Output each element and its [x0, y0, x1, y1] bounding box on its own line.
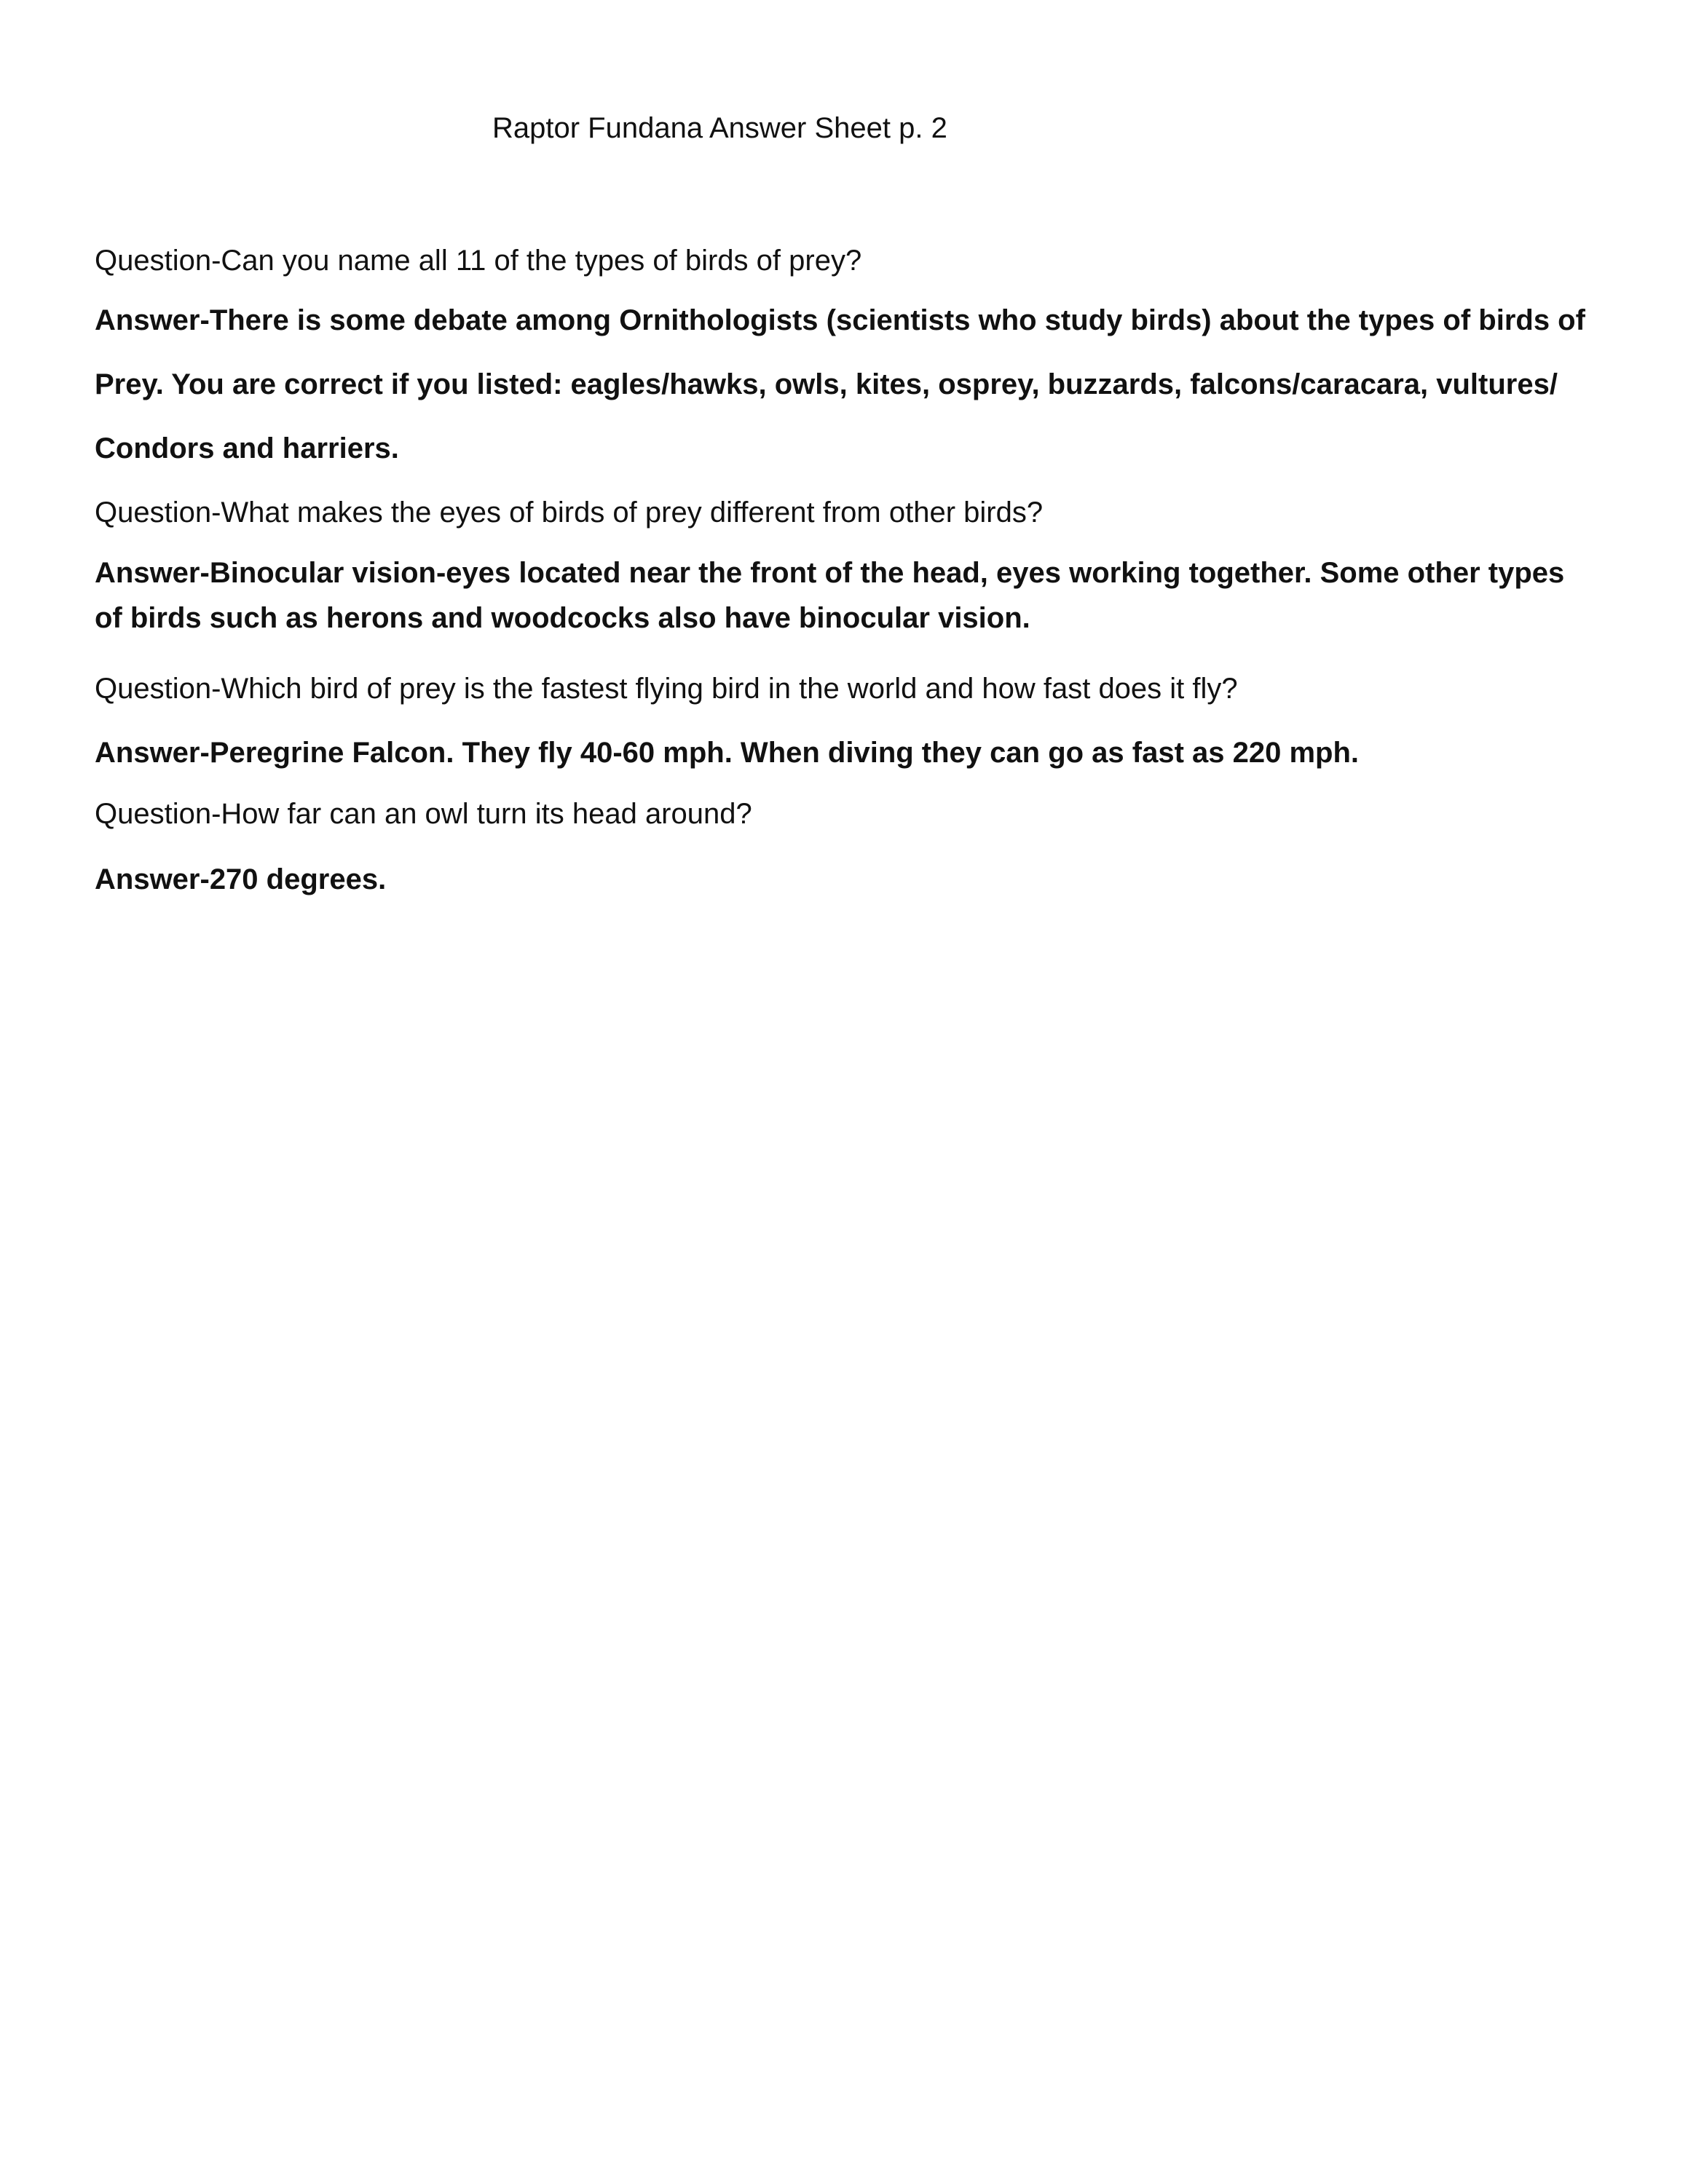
question-1-text: Question-Can you name all 11 of the types of birds of prey?	[95, 245, 862, 277]
page-title: Raptor Fundana Answer Sheet p. 2	[492, 112, 947, 144]
answer-1-line-1: Answer-There is some debate among Ornithologists (scientists who study birds) about the types of birds of	[95, 304, 1585, 336]
answer-4-text: Answer-270 degrees.	[95, 863, 387, 895]
answer-1-line-2: Prey. You are correct if you listed: eagles/hawks, owls, kites, osprey, buzzards, falcons/caracara, vultures/	[95, 368, 1558, 400]
answer-3	[95, 732, 1595, 773]
question-2-text: Question-What makes the eyes of birds of prey different from other birds?	[95, 496, 1044, 529]
question-3-text: Question-Which bird of prey is the fastest flying bird in the world and how fast does it fly?	[95, 673, 1238, 705]
question-2	[95, 492, 1595, 533]
answer-4	[95, 859, 1595, 900]
question-3	[95, 668, 1595, 709]
answer-2-line-1: Answer-Binocular vision-eyes located near the front of the head, eyes working together. Some other types	[95, 557, 1565, 589]
answer-2-line-2: of birds such as herons and woodcocks also have binocular vision.	[95, 602, 1030, 634]
answer-2	[95, 550, 1595, 641]
answer-3-text: Answer-Peregrine Falcon. They fly 40-60 mph. When diving they can go as fast as 220 mph.	[95, 737, 1360, 769]
question-1	[95, 240, 1595, 281]
question-4-text: Question-How far can an owl turn its head around?	[95, 798, 752, 830]
answer-1	[95, 288, 1595, 480]
question-4	[95, 794, 1595, 834]
answer-1-line-3: Condors and harriers.	[95, 432, 399, 464]
